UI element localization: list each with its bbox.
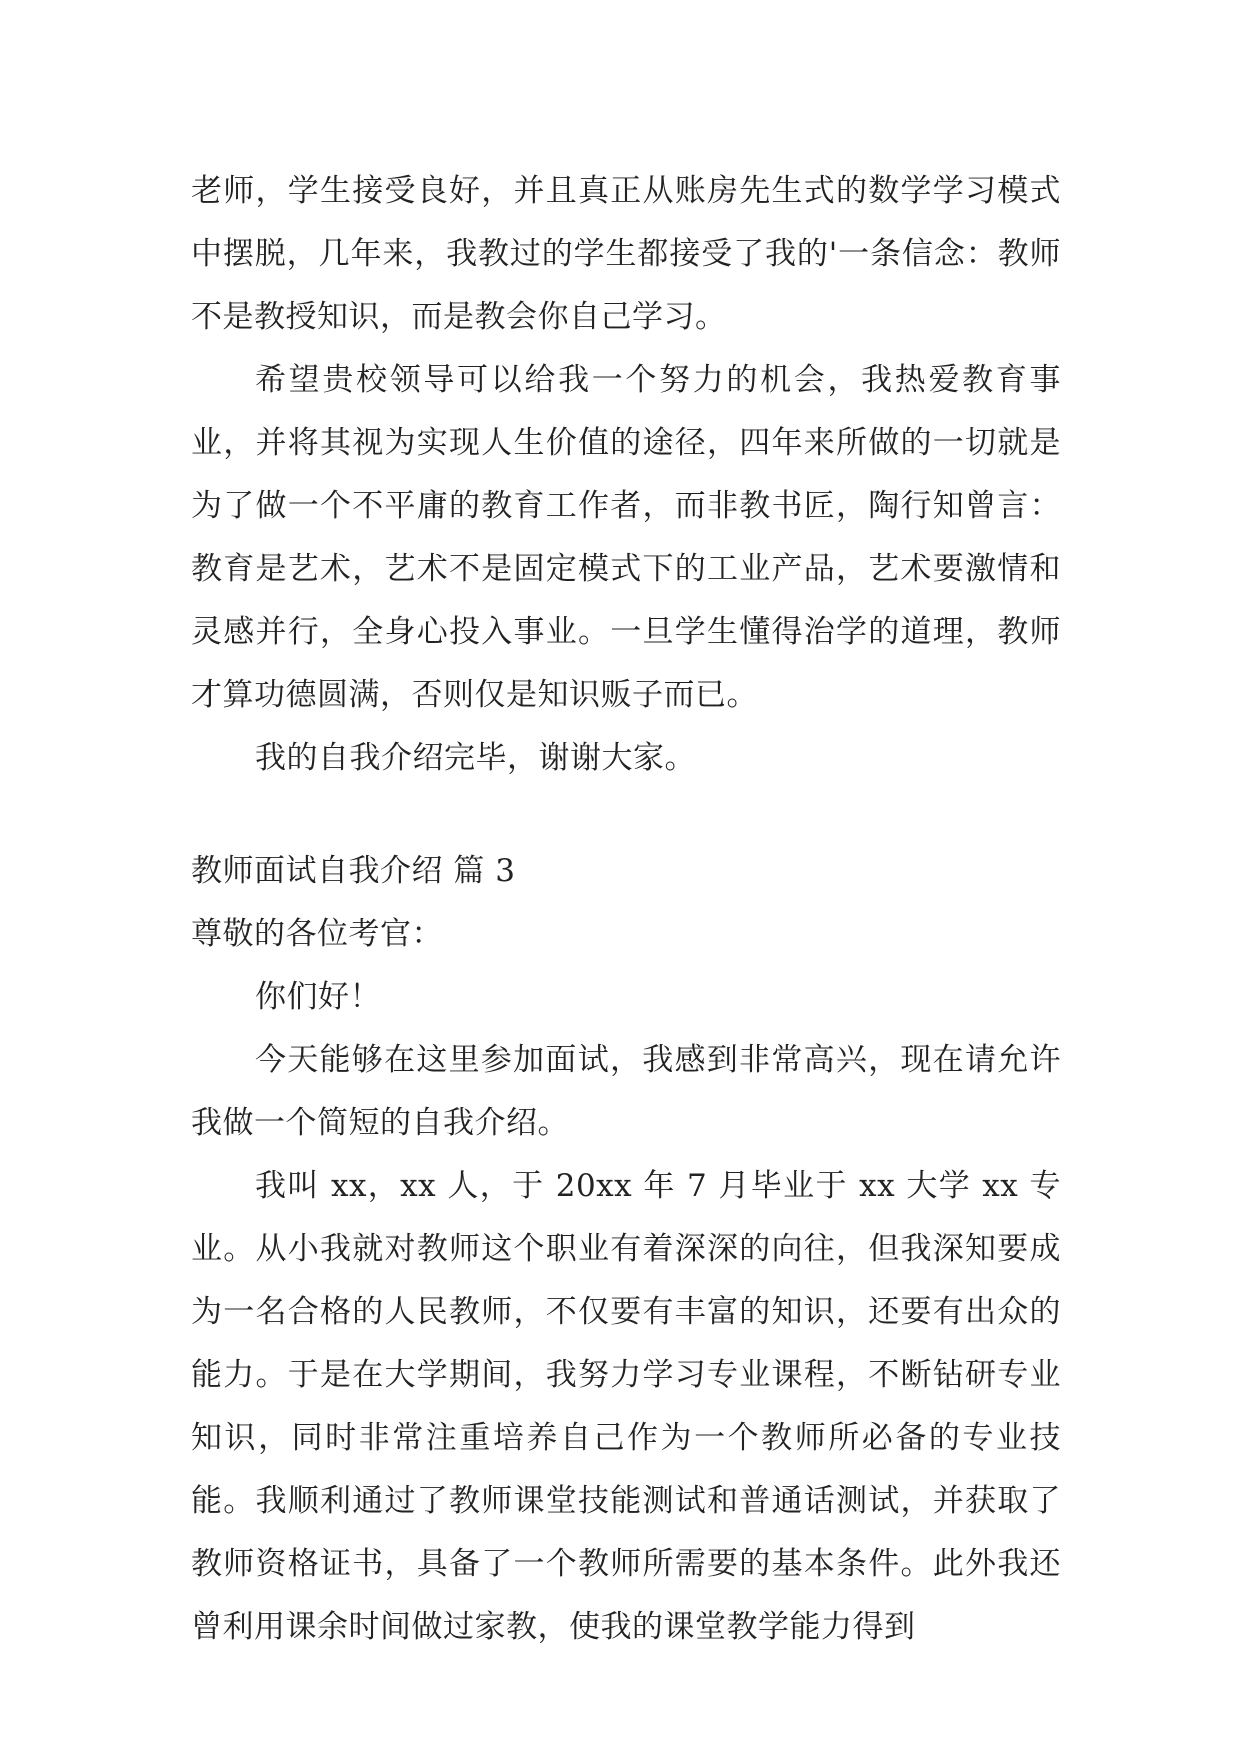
paragraph-background: 我叫 xx，xx 人，于 20xx 年 7 月毕业于 xx 大学 xx 专业。从小我就对教师这个职业有着深深的向往，但我深知要成为一名合格的人民教师，不仅要有丰富的知识，还要有出众的能力。于是在大学期间，我努力学习专业课程，不断钻研专业知识，同时非常注重培养自己作为一个教师所必备的专业技能。我顺利通过了教师课堂技能测试和普通话测试，并获取了教师资格证书，具备了一个教师所需要的基本条件。此外我还曾利用课余时间做过家教，使我的课堂教学能力得到 bbox=[191, 1168, 1061, 1645]
paragraph-greeting: 你们好！ bbox=[255, 979, 381, 1015]
paragraph-aspiration: 希望贵校领导可以给我一个努力的机会，我热爱教育事业，并将其视为实现人生价值的途径，四年来所做的一切就是为了做一个不平庸的教育工作者，而非教书匠，陶行知曾言：教育是艺术，艺术不是固定模式下的工业产品，艺术要激情和灵感并行，全身心投入事业。一旦学生懂得治学的道理，教师才算功德圆满，否则仅是知识贩子而已。 bbox=[191, 362, 1061, 713]
section-title: 教师面试自我介绍 篇 3 bbox=[191, 853, 516, 889]
paragraph-continued-belief: 老师，学生接受良好，并且真正从账房先生式的数学学习模式中摆脱，几年来，我教过的学生都接受了我的'一条信念：教师不是教授知识，而是教会你自己学习。 bbox=[191, 173, 1061, 335]
section-spacer bbox=[191, 790, 1061, 840]
paragraph-introduction: 今天能够在这里参加面试，我感到非常高兴，现在请允许我做一个简短的自我介绍。 bbox=[191, 1042, 1061, 1141]
salutation: 尊敬的各位考官： bbox=[191, 916, 443, 952]
document-body bbox=[191, 160, 1061, 1659]
paragraph-closing: 我的自我介绍完毕，谢谢大家。 bbox=[255, 740, 696, 776]
